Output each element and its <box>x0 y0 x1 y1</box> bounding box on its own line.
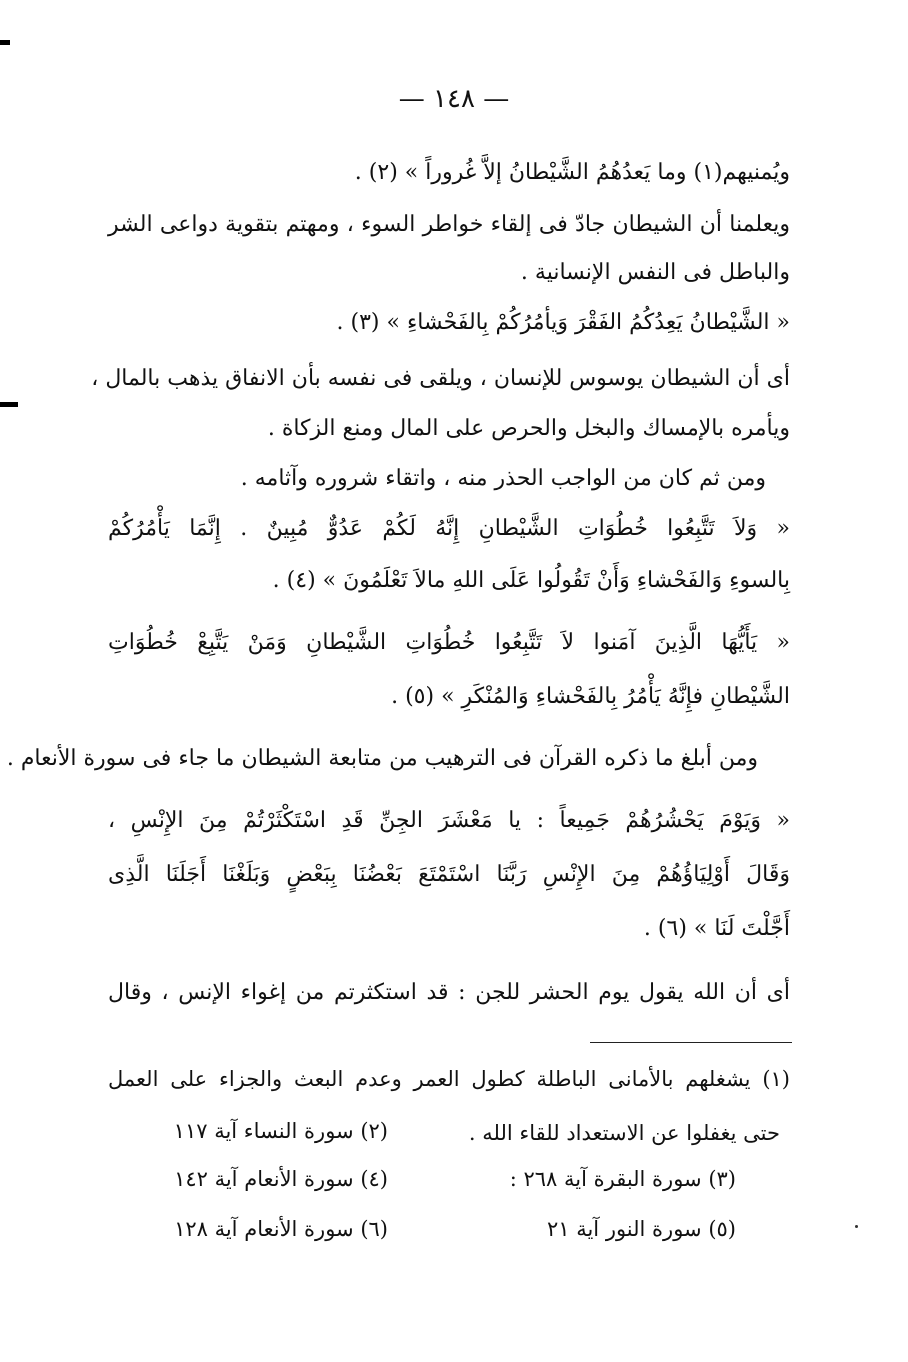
margin-mark-top <box>0 40 10 45</box>
text-line-2: ويعلمنا أن الشيطان جادّ فى إلقاء خواطر السوء ، ومهتم بتقوية دواعى الشر <box>108 212 790 237</box>
margin-mark-middle <box>0 402 18 407</box>
verse-line-13: « وَيَوْمَ يَحْشُرُهُمْ جَمِيعاً : يا مَعْشَرَ الجِنِّ قَدِ اسْتَكْثَرْتُمْ مِنَ الإِنْسِ ، <box>108 808 790 833</box>
footnote-1-line-1: (١) يشغلهم بالأمانى الباطلة كطول العمر وعدم البعث والجزاء على العمل <box>108 1067 790 1091</box>
verse-line-15: أَجَّلْتَ لَنَا » (٦) . <box>643 916 790 941</box>
text-line-1: ويُمنيهم(١) وما يَعدُهُمُ الشَّيْطانُ إلاَّ غُروراً » (٢) . <box>354 160 790 185</box>
verse-line-4: « الشَّيْطانُ يَعِدُكُمُ الفَقْرَ وَيأمُرُكُمْ بِالفَحْشاءِ » (٣) . <box>336 310 790 335</box>
verse-line-8: « وَلاَ تَتَّبِعُوا خُطُوَاتِ الشَّيْطانِ إِنَّهُ لَكُمْ عَدُوٌّ مُبِينٌ . إِنَّمَا يَأْمُرُكُمْ <box>108 516 790 541</box>
text-line-12: ومن أبلغ ما ذكره القرآن فى الترهيب من متابعة الشيطان ما جاء فى سورة الأنعام . <box>6 746 758 771</box>
footnote-2: (٢) سورة النساء آية ١١٧ <box>173 1119 388 1143</box>
text-line-3: والباطل فى النفس الإنسانية . <box>520 260 790 285</box>
text-line-7: ومن ثم كان من الواجب الحذر منه ، واتقاء شروره وآثامه . <box>240 466 766 491</box>
text-line-5: أى أن الشيطان يوسوس للإنسان ، ويلقى فى نفسه بأن الانفاق يذهب بالمال ، <box>91 366 790 391</box>
speck <box>855 1225 858 1228</box>
verse-line-9: بِالسوءِ وَالفَحْشاءِ وَأَنْ تَقُولُوا عَلَى اللهِ مالاَ تَعْلَمُونَ » (٤) . <box>272 568 790 593</box>
text-line-6: ويأمره بالإمساك والبخل والحرص على المال ومنع الزكاة . <box>267 416 790 441</box>
footnote-3: (٣) سورة البقرة آية ٢٦٨ : <box>509 1167 736 1191</box>
footnote-5: (٥) سورة النور آية ٢١ <box>546 1217 736 1241</box>
footnote-4: (٤) سورة الأنعام آية ١٤٢ <box>174 1167 388 1191</box>
footnote-1-line-2: حتى يغفلوا عن الاستعداد للقاء الله . <box>468 1121 780 1145</box>
verse-line-10: « يَأَيُّهَا الَّذِينَ آمَنوا لاَ تَتَّبِعُوا خُطُوَاتِ الشَّيْطانِ وَمَنْ يَتَّبِعْ خُطُوَاتِ <box>108 630 790 655</box>
page-number: — ١٤٨ — <box>398 84 510 114</box>
text-line-16: أى أن الله يقول يوم الحشر للجن : قد استكثرتم من إغواء الإنس ، وقال <box>108 980 790 1005</box>
verse-line-14: وَقَالَ أَوْلِيَاؤُهُمْ مِنَ الإِنْسِ رَبَّنَا اسْتَمْتَعَ بَعْضُنَا بِبَعْضٍ وَبَلَغْنَا أَجَلَنَا الَّذِى <box>108 862 790 887</box>
footnote-6: (٦) سورة الأنعام آية ١٢٨ <box>174 1217 388 1241</box>
verse-line-11: الشَّيْطانِ فإِنَّهُ يَأْمُرُ بِالفَحْشاءِ وَالمُنْكَرِ » (٥) . <box>391 684 790 709</box>
footnote-separator <box>590 1042 792 1043</box>
